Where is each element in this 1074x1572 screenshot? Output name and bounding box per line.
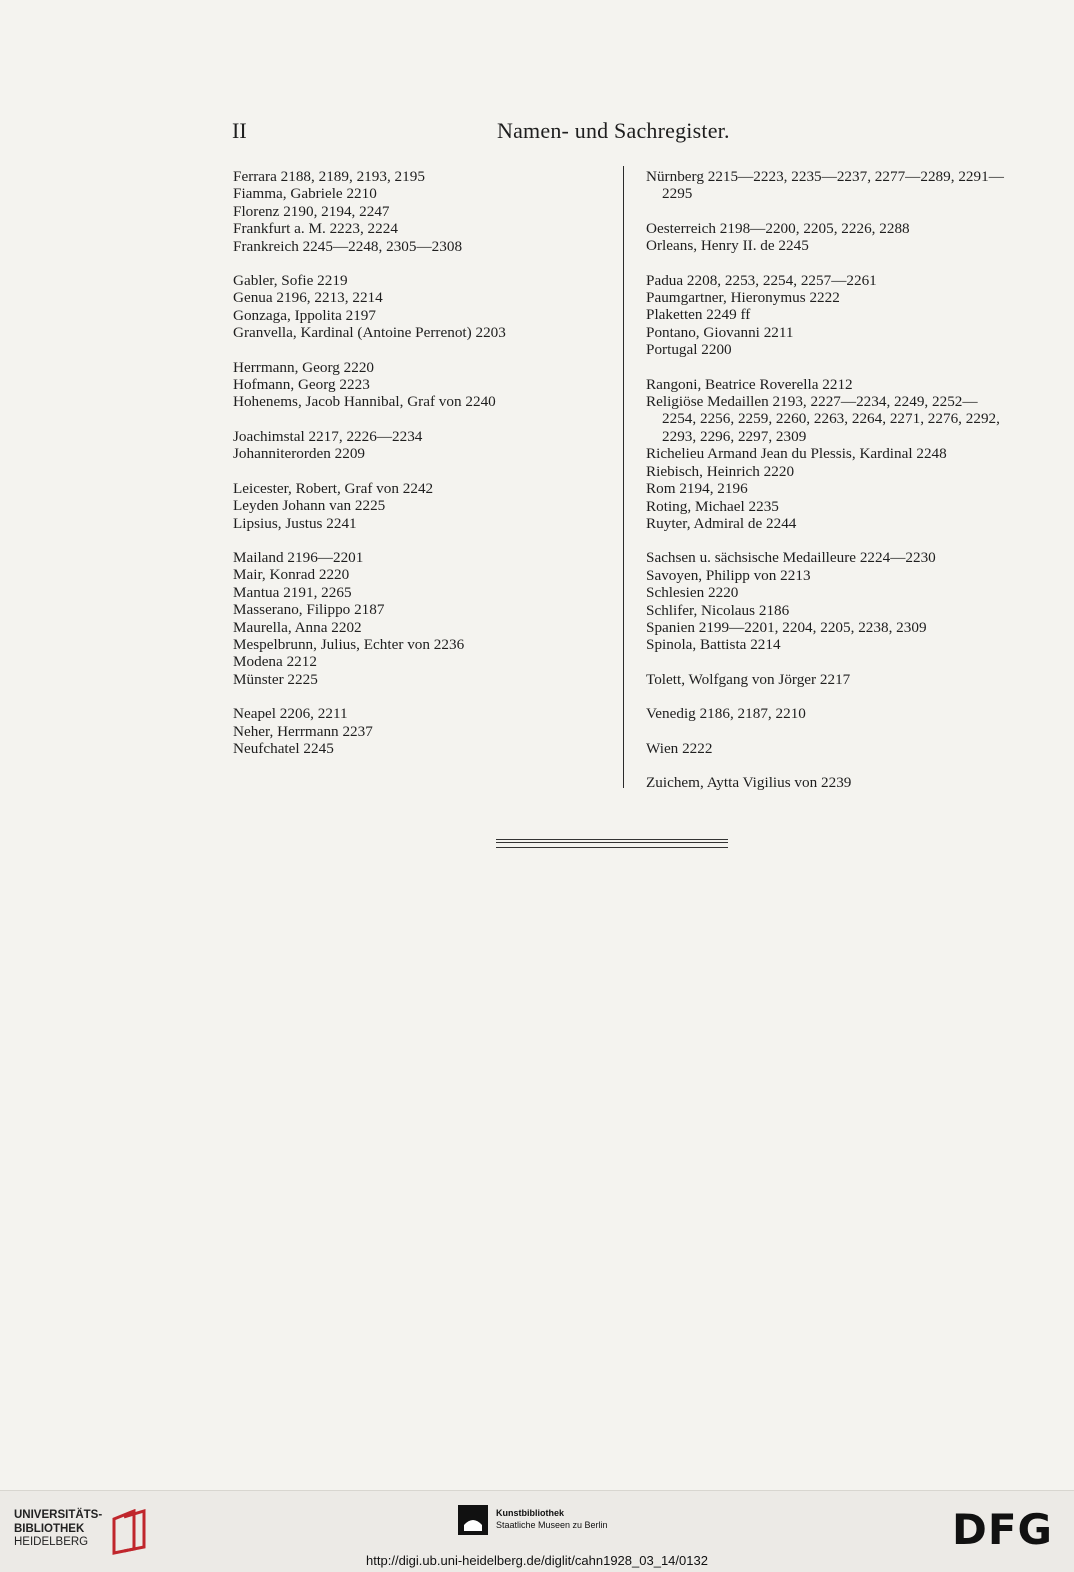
index-entry: Spanien 2199—2201, 2204, 2205, 2238, 2309 — [646, 618, 927, 636]
index-entry: Savoyen, Philipp von 2213 — [646, 566, 811, 584]
index-entry: Masserano, Filippo 2187 — [233, 601, 385, 619]
index-entry: Ruyter, Admiral de 2244 — [646, 514, 797, 532]
ub-line2: BIBLIOTHEK — [14, 1522, 85, 1535]
page-number: II — [232, 118, 247, 143]
index-entry: Religiöse Medaillen 2193, 2227—2234, 2249, 2252—2254, 2256, 2259, 2260, 2263, 2264, 2271, 2276, 2292, 2293, 2296, 2297, 2309 — [646, 393, 1000, 445]
index-entry: Gonzaga, Ippolita 2197 — [233, 306, 376, 324]
index-entry: Joachimstal 2217, 2226—2234 — [233, 427, 423, 445]
index-entry: Tolett, Wolfgang von Jörger 2217 — [646, 670, 851, 688]
index-letter-group — [233, 549, 603, 688]
index-entry: Venedig 2186, 2187, 2210 — [646, 705, 806, 723]
index-entry: Leicester, Robert, Graf von 2242 — [233, 479, 434, 497]
ub-mark-icon — [110, 1509, 152, 1555]
index-letter-group — [646, 168, 1006, 203]
kunstbibliothek-mark-icon — [458, 1505, 488, 1535]
viewer-footer — [0, 1490, 1074, 1572]
ub-heidelberg-logo[interactable] — [14, 1509, 164, 1559]
index-letter-group — [646, 220, 1006, 255]
index-entry: Schlesien 2220 — [646, 584, 739, 602]
index-letter-group — [233, 705, 603, 757]
index-entry: Orleans, Henry II. de 2245 — [646, 237, 809, 255]
index-entry: Schlifer, Nicolaus 2186 — [646, 601, 790, 619]
index-letter-group — [646, 272, 1006, 359]
index-entry: Frankreich 2245—2248, 2305—2308 — [233, 237, 463, 255]
index-entry: Fiamma, Gabriele 2210 — [233, 185, 377, 203]
index-entry: Lipsius, Justus 2241 — [233, 514, 357, 532]
index-entry: Münster 2225 — [233, 670, 318, 688]
index-letter-group — [233, 272, 603, 342]
index-entry: Zuichem, Aytta Vigilius von 2239 — [646, 773, 852, 791]
index-entry: Leyden Johann van 2225 — [233, 497, 386, 515]
index-entry: Modena 2212 — [233, 653, 317, 671]
kb-line1: Kunstbibliothek — [496, 1508, 564, 1518]
end-rule — [496, 839, 728, 848]
kunstbibliothek-logo[interactable] — [458, 1505, 658, 1545]
index-entry: Riebisch, Heinrich 2220 — [646, 462, 795, 480]
index-entry: Rom 2194, 2196 — [646, 480, 748, 498]
index-entry: Neapel 2206, 2211 — [233, 705, 348, 723]
index-entry: Spinola, Battista 2214 — [646, 636, 781, 654]
index-entry: Oesterreich 2198—2200, 2205, 2226, 2288 — [646, 219, 910, 237]
index-entry: Roting, Michael 2235 — [646, 497, 779, 515]
column-divider — [623, 166, 624, 788]
index-entry: Neufchatel 2245 — [233, 739, 334, 757]
index-entry: Florenz 2190, 2194, 2247 — [233, 202, 390, 220]
index-entry: Maurella, Anna 2202 — [233, 618, 362, 636]
index-entry: Hofmann, Georg 2223 — [233, 376, 370, 394]
index-entry: Sachsen u. sächsische Medailleure 2224—2230 — [646, 549, 936, 567]
index-letter-group — [646, 740, 1006, 757]
index-letter-group — [233, 359, 603, 411]
index-letter-group — [233, 168, 603, 255]
index-entry: Mailand 2196—2201 — [233, 548, 364, 566]
index-entry: Frankfurt a. M. 2223, 2224 — [233, 220, 398, 238]
index-entry: Plaketten 2249 ff — [646, 306, 751, 324]
index-letter-group — [646, 549, 1006, 653]
index-column-right — [646, 168, 1006, 808]
index-letter-group — [646, 376, 1006, 533]
index-entry: Genua 2196, 2213, 2214 — [233, 289, 383, 307]
ub-line1: UNIVERSITÄTS- — [14, 1509, 103, 1521]
index-entry: Paumgartner, Hieronymus 2222 — [646, 289, 840, 307]
page-title: Namen- und Sachregister. — [497, 118, 730, 143]
index-column-left — [233, 168, 603, 774]
index-letter-group — [646, 671, 1006, 688]
index-entry: Padua 2208, 2253, 2254, 2257—2261 — [646, 271, 877, 289]
index-letter-group — [233, 480, 603, 532]
index-entry: Mespelbrunn, Julius, Echter von 2236 — [233, 635, 465, 653]
dfg-logo[interactable]: DFG — [952, 1505, 1054, 1554]
index-entry: Hohenems, Jacob Hannibal, Graf von 2240 — [233, 393, 496, 411]
index-entry: Portugal 2200 — [646, 341, 732, 359]
index-entry: Gabler, Sofie 2219 — [233, 272, 348, 290]
page-header — [232, 118, 1004, 152]
index-entry: Ferrara 2188, 2189, 2193, 2195 — [233, 168, 425, 185]
index-entry: Richelieu Armand Jean du Plessis, Kardinal 2248 — [646, 445, 947, 463]
index-entry: Herrmann, Georg 2220 — [233, 358, 375, 376]
index-letter-group — [646, 705, 1006, 722]
index-entry: Rangoni, Beatrice Roverella 2212 — [646, 375, 853, 393]
index-entry: Granvella, Kardinal (Antoine Perrenot) 2203 — [233, 324, 506, 342]
index-entry: Mantua 2191, 2265 — [233, 583, 352, 601]
kb-line2: Staatliche Museen zu Berlin — [496, 1520, 608, 1530]
index-entry: Nürnberg 2215—2223, 2235—2237, 2277—2289, 2291—2295 — [646, 168, 1004, 203]
index-letter-group — [233, 428, 603, 463]
index-entry: Pontano, Giovanni 2211 — [646, 323, 794, 341]
permalink-url[interactable]: http://digi.ub.uni-heidelberg.de/diglit/cahn1928_03_14/0132 — [366, 1553, 708, 1568]
index-entry: Neher, Herrmann 2237 — [233, 722, 373, 740]
index-letter-group — [646, 774, 1006, 791]
ub-line3: HEIDELBERG — [14, 1536, 89, 1548]
index-entry: Mair, Konrad 2220 — [233, 566, 350, 584]
index-entry: Wien 2222 — [646, 739, 713, 757]
index-entry: Johanniterorden 2209 — [233, 445, 366, 463]
